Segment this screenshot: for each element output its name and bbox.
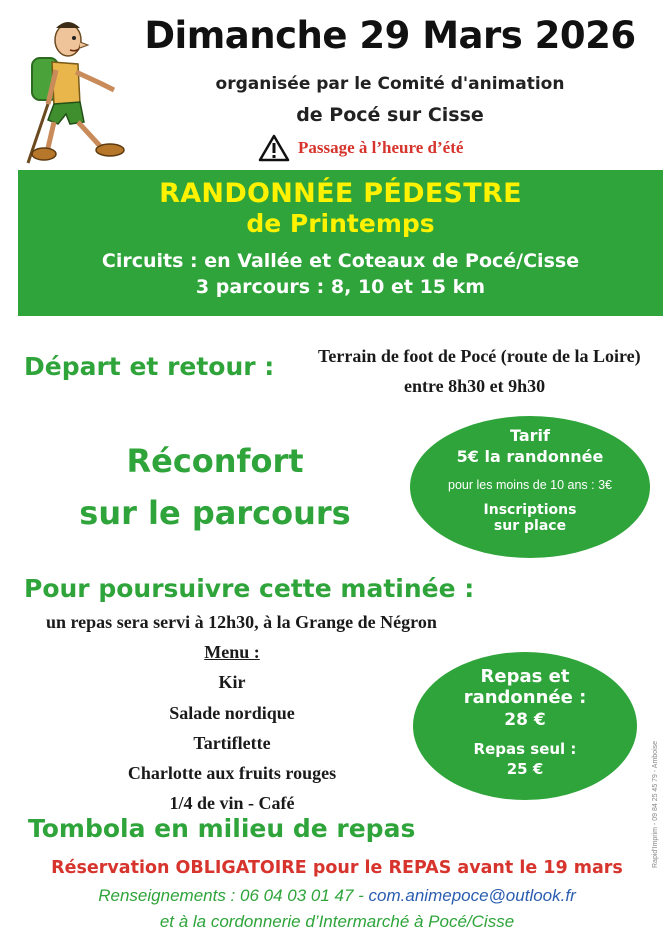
reconfort-line-1: Réconfort [126, 442, 304, 480]
contact-line-2: et à la cordonnerie d’Intermarché à Pocé/Cisse [159, 912, 515, 931]
contact-email-link[interactable]: com.animepoce@outlook.fr [368, 886, 576, 905]
reconfort-line-2: sur le parcours [79, 494, 351, 532]
tarif-children: pour les moins de 10 ans : 3€ [448, 478, 612, 492]
banner-circuits: Circuits : en Vallée et Coteaux de Pocé/Cisse [101, 250, 580, 272]
repas-price-oval [413, 652, 637, 800]
event-date-title: Dimanche 29 Mars 2026 [144, 14, 636, 57]
menu-item: Salade nordique [169, 703, 295, 723]
hiker-illustration [18, 18, 133, 170]
dst-notice [258, 134, 463, 162]
menu-title: Menu : [204, 642, 260, 662]
menu-item: 1/4 de vin - Café [169, 793, 295, 813]
dst-notice-text: Passage à l’heure d’été [298, 138, 464, 157]
tarif-title: Tarif [510, 426, 550, 445]
repas-line-1: Repas et [480, 666, 570, 687]
banner-title: RANDONNÉE PÉDESTRE [159, 178, 522, 209]
banner-subtitle: de Printemps [246, 209, 435, 238]
repas-price-2: 25 € [506, 760, 544, 778]
tarif-oval [410, 416, 650, 558]
matinee-heading: Pour poursuivre cette matinée : [24, 574, 475, 603]
menu-item: Charlotte aux fruits rouges [127, 763, 337, 783]
reservation-notice: Réservation OBLIGATOIRE pour le REPAS avant le 19 mars [51, 858, 623, 878]
contact-phone: Renseignements : 06 04 03 01 47 - [98, 886, 369, 905]
hike-banner [18, 170, 663, 316]
depart-label: Départ et retour : [24, 352, 275, 381]
warning-icon [258, 134, 290, 162]
menu-item: Tartiflette [193, 733, 271, 753]
repas-line-2: randonnée : [463, 687, 587, 708]
tarif-price: 5€ la randonnée [456, 447, 604, 466]
tombola-line: Tombola en milieu de repas [28, 814, 416, 843]
organizer-line-2: de Pocé sur Cisse [296, 104, 484, 126]
depart-time: entre 8h30 et 9h30 [404, 376, 546, 396]
menu-item: Kir [218, 672, 246, 692]
contact-line [20, 886, 654, 906]
matinee-repas: un repas sera servi à 12h30, à la Grange de Négron [46, 612, 437, 632]
depart-place: Terrain de foot de Pocé (route de la Loire) [318, 346, 641, 366]
tarif-inscriptions-1: Inscriptions [483, 502, 577, 518]
banner-routes: 3 parcours : 8, 10 et 15 km [195, 276, 486, 298]
organizer-line-1: organisée par le Comité d'animation [215, 74, 565, 94]
repas-line-3: Repas seul : [473, 740, 577, 758]
tarif-inscriptions-2: sur place [493, 518, 567, 534]
printer-credit: Rapid'Imprim - 09 84 25 45 79 - Amboise [652, 740, 659, 868]
repas-price-1: 28 € [504, 710, 546, 730]
